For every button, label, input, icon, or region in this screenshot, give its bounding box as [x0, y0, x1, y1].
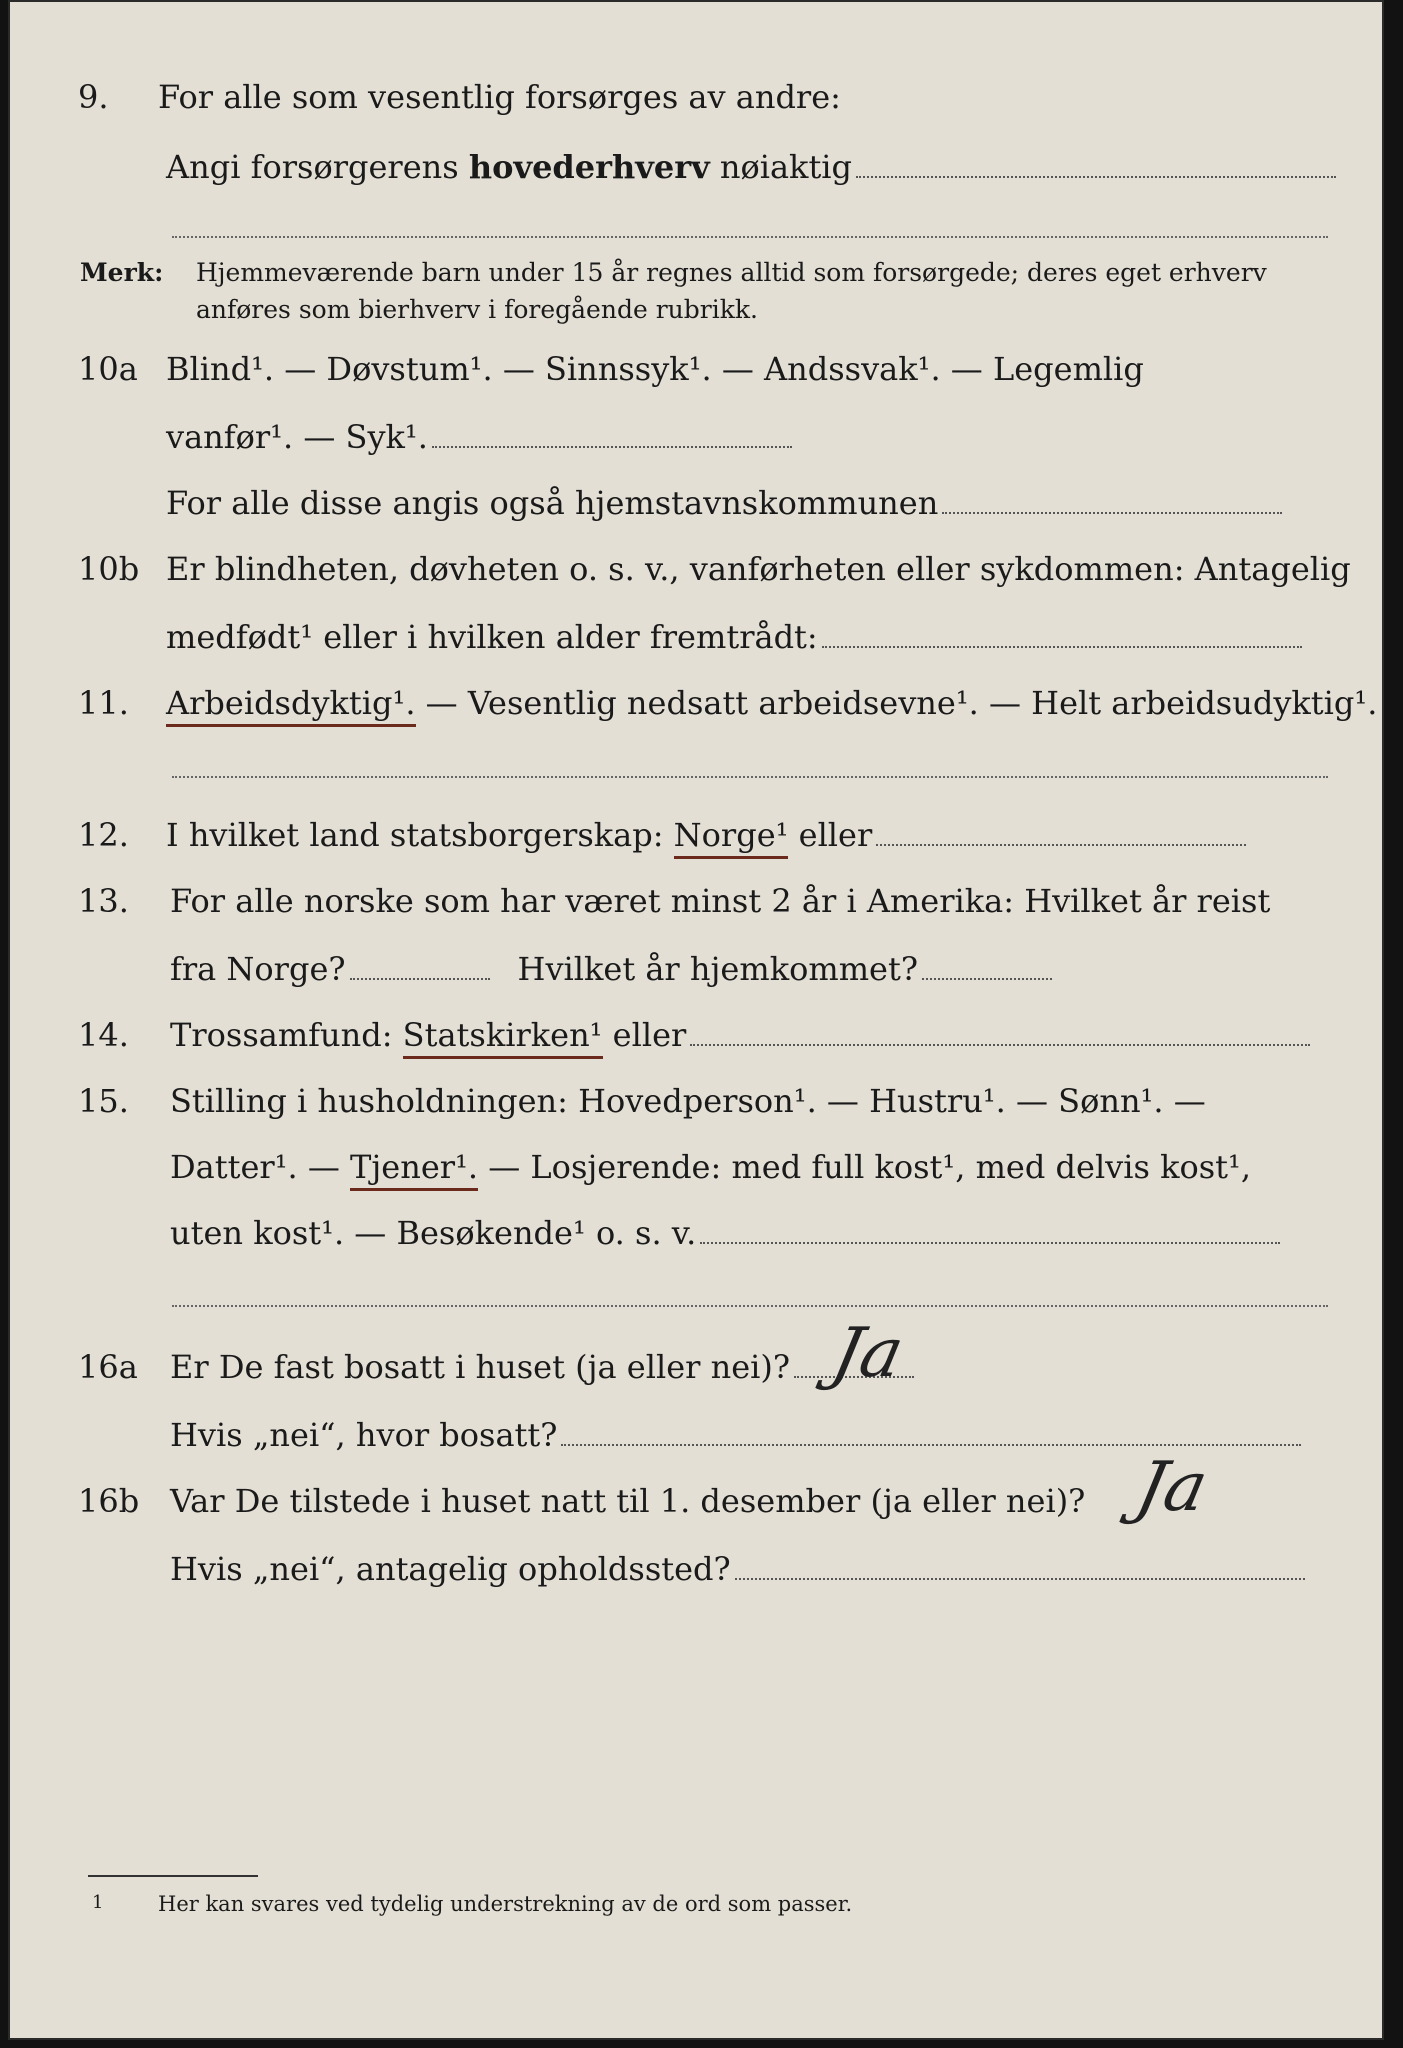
q11-extra-line — [172, 776, 1328, 778]
q16a-line1: Er De fast bosatt i huset (ja eller nei)? — [170, 1348, 791, 1386]
q10b-line2: medfødt¹ eller i hvilken alder fremtrådt: — [166, 618, 818, 656]
q16b-line1: Var De tilstede i huset natt til 1. desember (ja eller nei)? — [170, 1482, 1086, 1520]
q10a-line1: Blind¹. — Døvstum¹. — Sinnssyk¹. — Andssvak¹. — Legemlig — [166, 350, 1144, 388]
footnote-text: Her kan svares ved tydelig understrekning av de ord som passer. — [158, 1892, 853, 1916]
q13-return-line — [922, 976, 1052, 980]
q14-selected-option: Statskirken¹ — [403, 1016, 603, 1059]
q10a-answer-line — [432, 444, 792, 448]
q15-number: 15. — [78, 1082, 129, 1120]
q9-extra-line — [172, 236, 1328, 238]
q15-line2b: — Losjerende: med full kost¹, med delvis kost¹, — [488, 1148, 1252, 1186]
q12-pre: I hvilket land statsborgerskap: — [166, 816, 664, 854]
q9-answer-line — [856, 174, 1336, 178]
merk-line1: Hjemmeværende barn under 15 år regnes alltid som forsørgede; deres eget erhverv — [196, 258, 1267, 287]
q10a-number: 10a — [78, 350, 138, 388]
q15-line3: uten kost¹. — Besøkende¹ o. s. v. — [170, 1214, 697, 1252]
q15-line1: Stilling i husholdningen: Hovedperson¹. — Hustru¹. — Sønn¹. — — [170, 1082, 1206, 1120]
q14-pre: Trossamfund: — [170, 1016, 393, 1054]
q16a-handwritten-answer: Ja — [825, 1314, 911, 1393]
q14-post: eller — [612, 1016, 687, 1054]
q9-line2c: nøiaktig — [719, 148, 853, 186]
q13-left-line — [350, 976, 490, 980]
q16a-line2: Hvis „nei“, hvor bosatt? — [170, 1416, 558, 1454]
q13-line1: For alle norske som har været minst 2 år i Amerika: Hvilket år reist — [170, 882, 1271, 920]
q16b-where-line — [735, 1576, 1305, 1580]
q14-answer-line — [690, 1042, 1310, 1046]
q11-rest: — Vesentlig nedsatt arbeidsevne¹. — Helt arbeidsudyktig¹. — [415, 684, 1378, 722]
q11-selected-option: Arbeidsdyktig¹. — [166, 684, 416, 727]
census-form-page — [8, 0, 1384, 2040]
q9-number: 9. — [78, 78, 109, 116]
q12-post: eller — [798, 816, 873, 854]
q13-line2a: fra Norge? — [170, 950, 346, 988]
q10b-line1: Er blindheten, døvheten o. s. v., vanførheten eller sykdommen: Antagelig — [166, 550, 1351, 588]
q10a-home-line — [942, 510, 1282, 514]
footnote-mark: 1 — [92, 1892, 104, 1913]
q11-number: 11. — [78, 684, 129, 722]
q15-selected-option: Tjener¹. — [350, 1148, 478, 1191]
q10a-line3: For alle disse angis også hjemstavnskommunen — [166, 484, 939, 522]
q16a-number: 16a — [78, 1348, 138, 1386]
q16a-where-line — [561, 1442, 1301, 1446]
q16b-line2: Hvis „nei“, antagelig opholdssted? — [170, 1550, 731, 1588]
q9-line1: For alle som vesentlig forsørges av andre: — [158, 78, 841, 116]
q12-number: 12. — [78, 816, 129, 854]
q16b-handwritten-answer: Ja — [1129, 1448, 1215, 1527]
q16b-number: 16b — [78, 1482, 140, 1520]
q13-number: 13. — [78, 882, 129, 920]
q9-line2b: hovederhverv — [468, 148, 710, 186]
q13-line2b: Hvilket år hjemkommet? — [517, 950, 918, 988]
q10b-number: 10b — [78, 550, 140, 588]
merk-label: Merk: — [80, 258, 164, 287]
q15-extra-line — [172, 1305, 1328, 1307]
footnote-rule — [88, 1875, 258, 1877]
q10b-answer-line — [822, 644, 1302, 648]
q10a-line2: vanfør¹. — Syk¹. — [166, 418, 428, 456]
q15-answer-line — [700, 1240, 1280, 1244]
q15-line2a: Datter¹. — — [170, 1148, 340, 1186]
q12-answer-line — [876, 842, 1246, 846]
q12-selected-option: Norge¹ — [674, 816, 789, 859]
merk-line2: anføres som bierhverv i foregående rubrikk. — [196, 295, 758, 324]
q14-number: 14. — [78, 1016, 129, 1054]
q9-line2a: Angi forsørgerens — [166, 148, 459, 186]
